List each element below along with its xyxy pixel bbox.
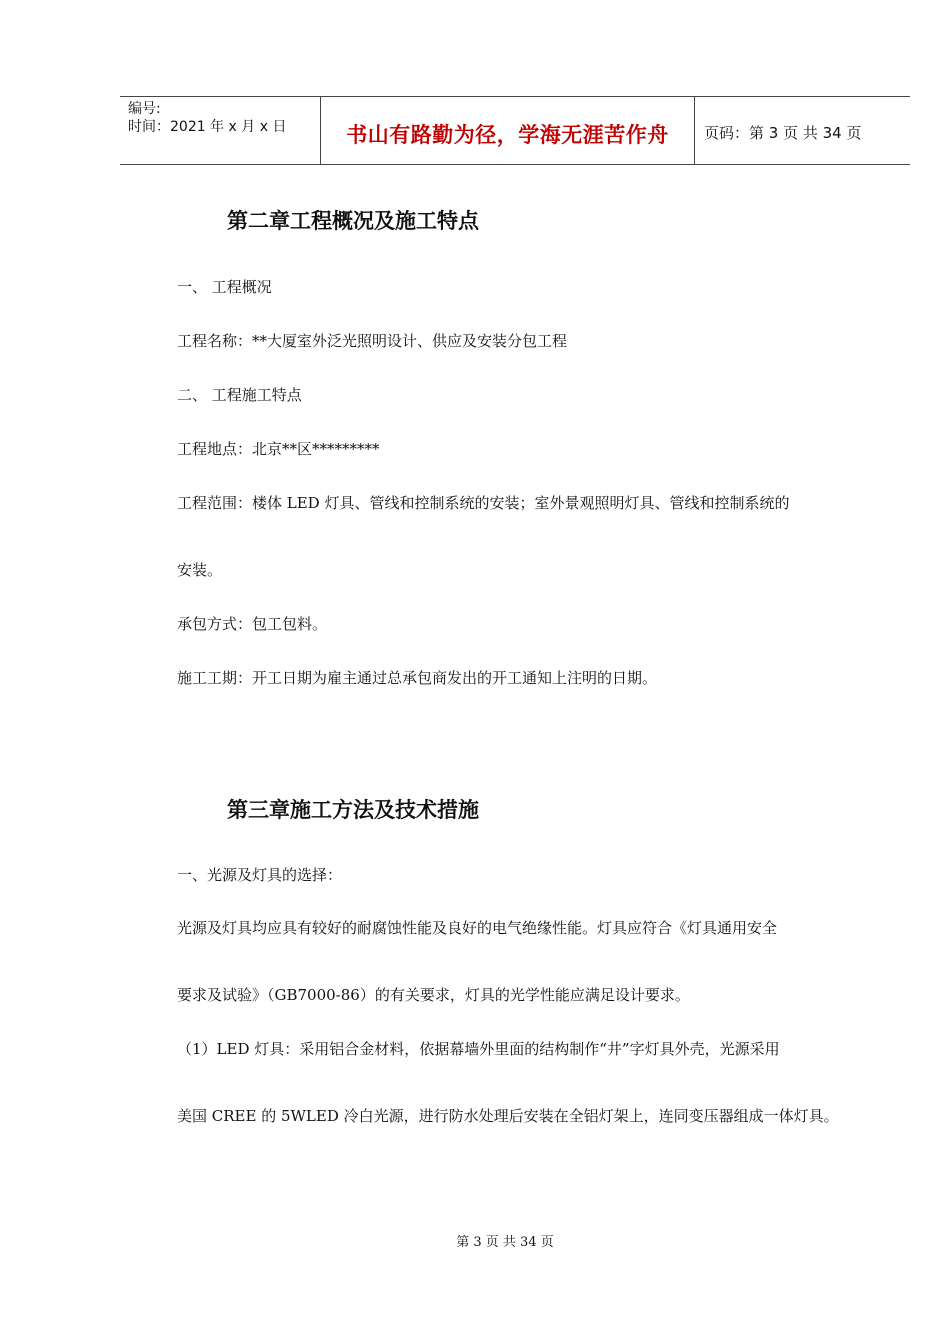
section-heading: 一、光源及灯具的选择： [177, 866, 343, 884]
page-number-label: 页码：第 3 页 共 34 页 [704, 124, 862, 142]
header-motto-cell [321, 97, 695, 164]
paragraph-line: 安装。 [177, 561, 223, 579]
chapter-3-title: 第三章施工方法及技术措施 [227, 798, 479, 822]
number-label: 编号: [128, 101, 161, 117]
paragraph-line: 施工工期：开工日期为雇主通过总承包商发出的开工通知上注明的日期。 [177, 669, 658, 687]
paragraph-line: 工程地点：北京**区********* [177, 440, 380, 458]
section-heading: 二、 工程施工特点 [177, 386, 302, 404]
page-header [120, 96, 910, 165]
paragraph-line: 工程名称：**大厦室外泛光照明设计、供应及安装分包工程 [177, 332, 568, 350]
header-info-cell [120, 97, 321, 164]
paragraph-line: （1）LED 灯具：采用铝合金材料，依据幕墙外里面的结构制作“井”字灯具外壳，光源采用 [177, 1040, 780, 1058]
page-footer: 第 3 页 共 34 页 [456, 1235, 554, 1250]
header-page-cell [695, 97, 910, 164]
paragraph-line: 美国 CREE 的 5WLED 冷白光源，进行防水处理后安装在全铝灯架上，连同变压器组成一体灯具。 [177, 1107, 839, 1125]
time-label: 时间：2021 年 x 月 x 日 [128, 119, 287, 135]
paragraph-line: 承包方式：包工包料。 [177, 615, 328, 633]
paragraph-line: 要求及试验》（GB7000-86）的有关要求，灯具的光学性能应满足设计要求。 [177, 986, 690, 1004]
paragraph-line: 工程范围：楼体 LED 灯具、管线和控制系统的安装；室外景观照明灯具、管线和控制系统的 [177, 494, 790, 512]
motto-text: 书山有路勤为径，学海无涯苦作舟 [346, 123, 669, 147]
paragraph-line: 光源及灯具均应具有较好的耐腐蚀性能及良好的电气绝缘性能。灯具应符合《灯具通用安全 [177, 919, 778, 937]
chapter-2-title: 第二章工程概况及施工特点 [227, 209, 479, 233]
section-heading: 一、 工程概况 [177, 278, 272, 296]
